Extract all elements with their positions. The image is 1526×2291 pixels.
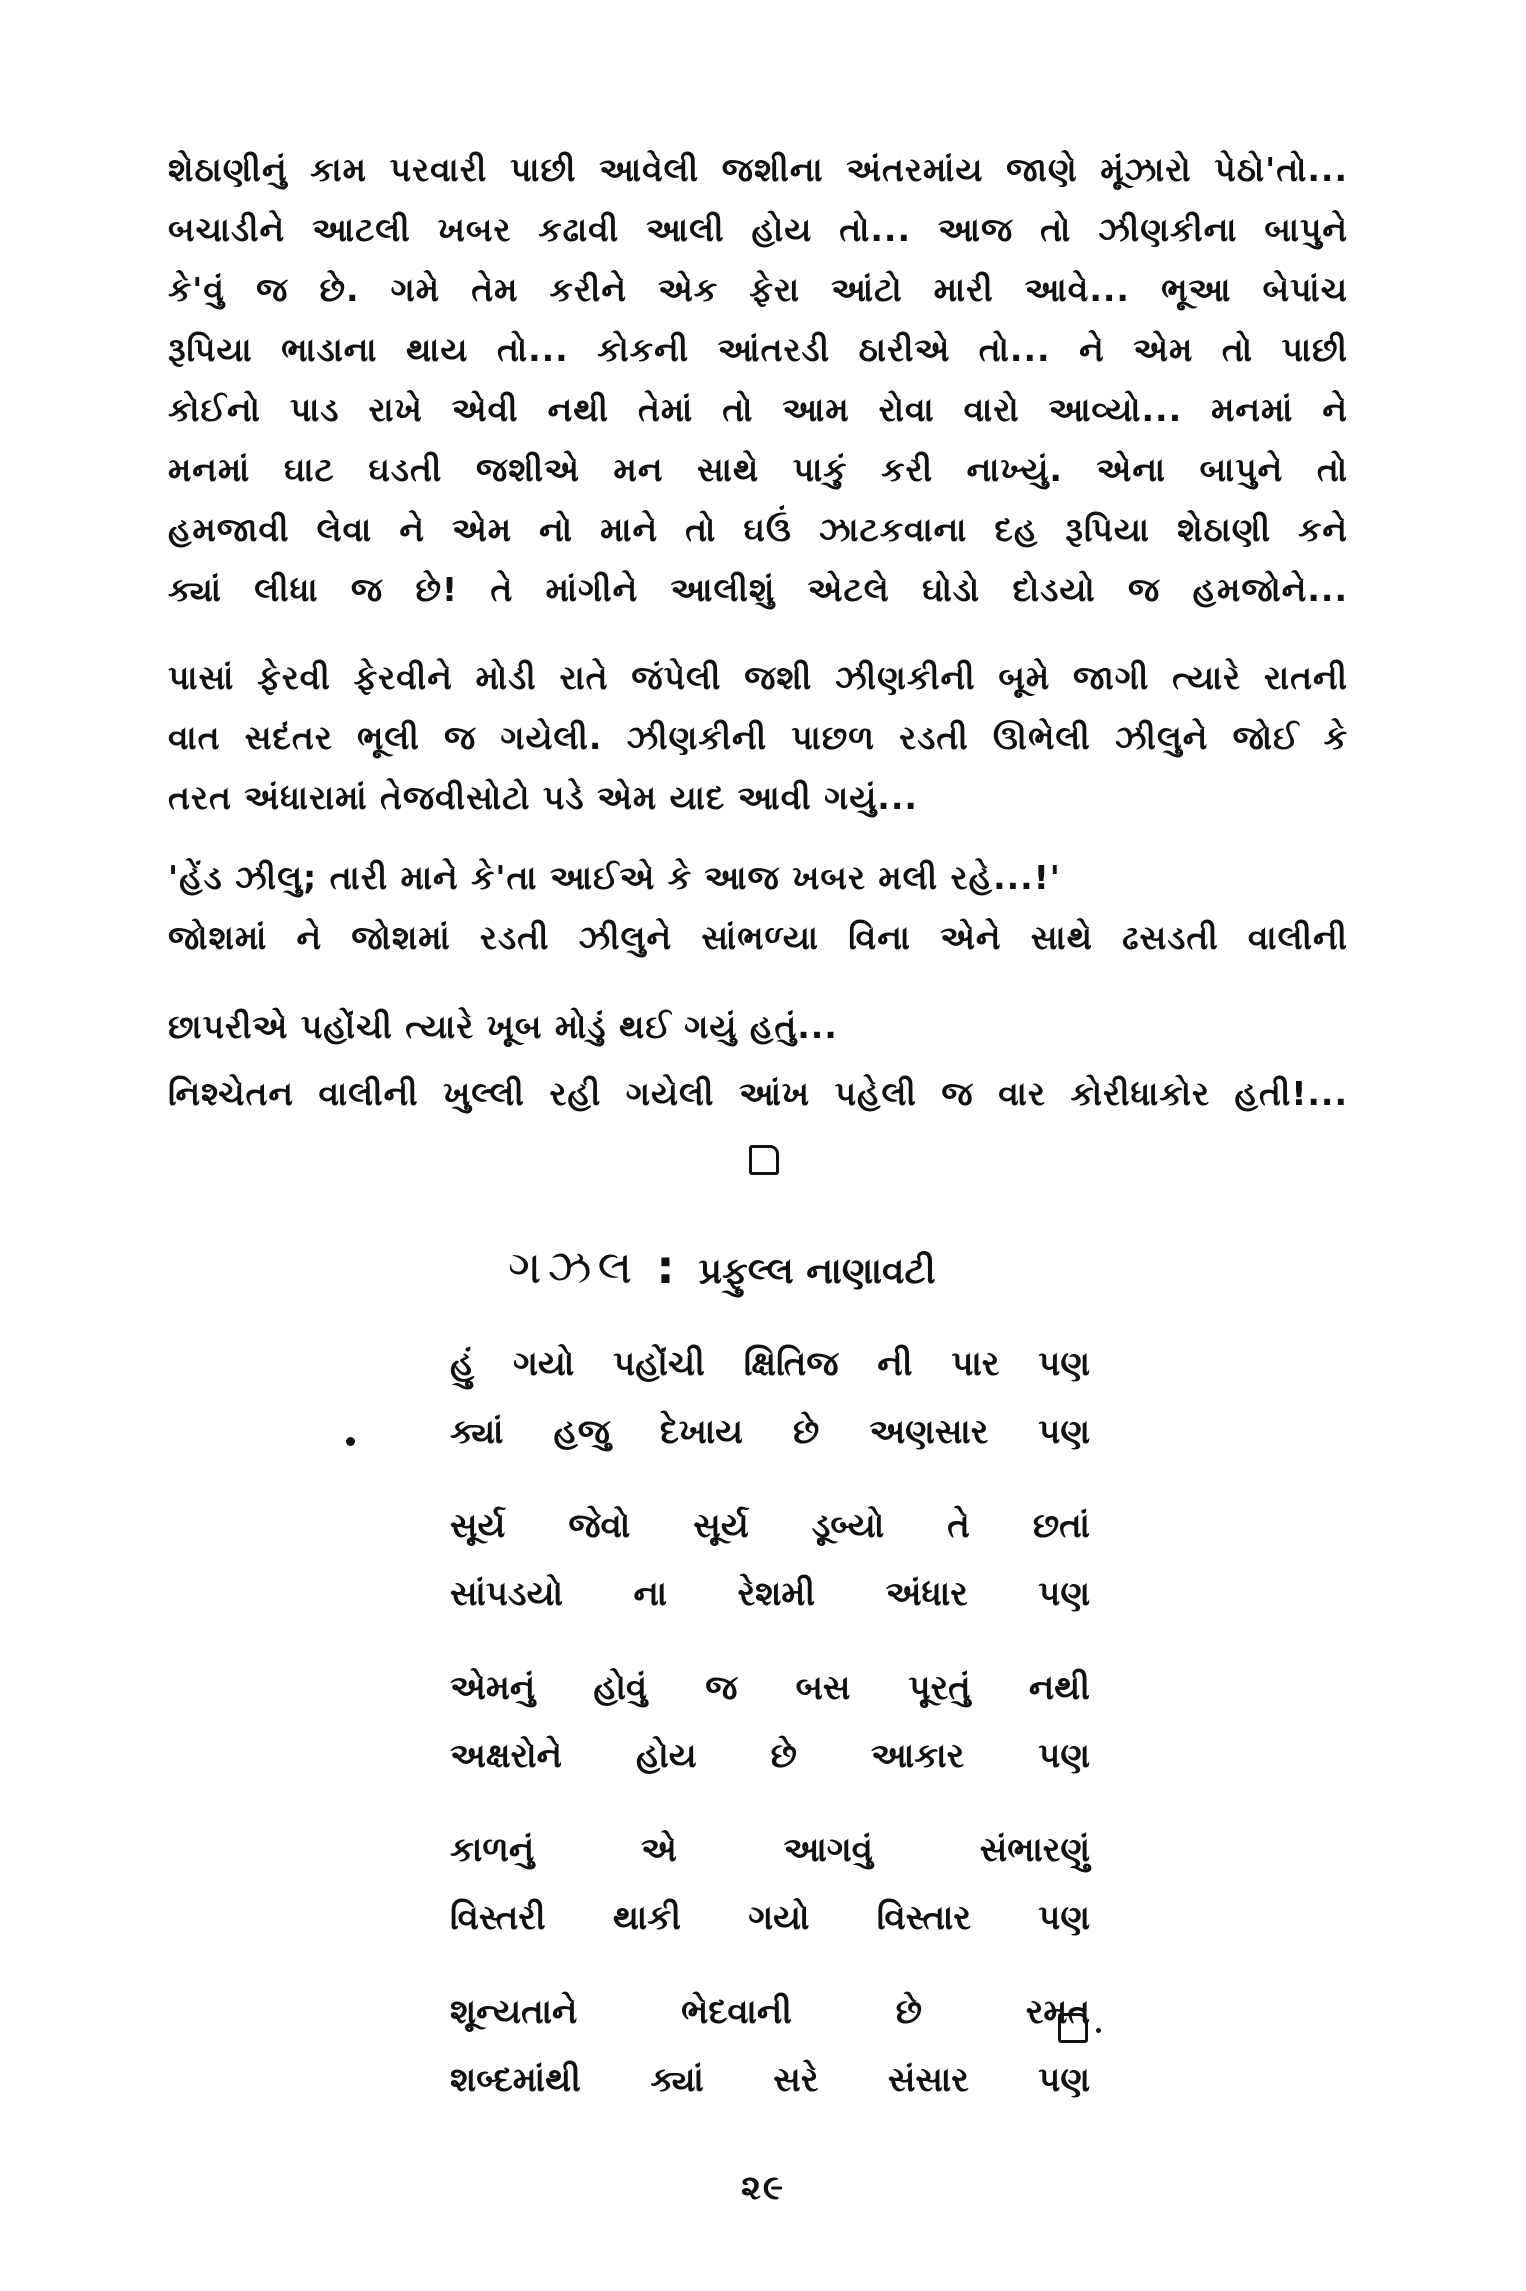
couplet [450, 1816, 1090, 1952]
verse-line [450, 2046, 1090, 2114]
verse-line [450, 1492, 1090, 1560]
verse-word: સરે [773, 2060, 819, 2100]
verse-word: હજુ [553, 1412, 610, 1452]
verse-word: ક્ષિતિજ [743, 1344, 839, 1384]
text-line: જોશમાં ને જોશમાં રડતી ઝીલુને સાંભળ્યા વિના એને સાથે ઢસડતી વાલીની [168, 918, 1348, 957]
couplet [450, 1978, 1090, 2114]
page-number: ૨૯ [740, 2168, 786, 2208]
text-line: કોઈનો પાડ રાખે એવી નથી તેમાં તો આમ રોવા વારો આવ્યો... મનમાં ને [168, 390, 1348, 429]
story-paragraph-3 [168, 848, 1348, 968]
ghazal-heading [508, 1240, 936, 1296]
verse-word: ગયો [748, 1898, 810, 1938]
verse-word: ભેદવાની [681, 1992, 792, 2032]
text-line: છાપરીએ પહોંચી ત્યારે ખૂબ મોડું થઈ ગયું હતું... [168, 1007, 838, 1046]
verse-word: છતાં [1032, 1506, 1090, 1546]
verse-word: વિસ્તરી [450, 1898, 546, 1938]
verse-word: આગવું [783, 1830, 873, 1870]
verse-word: શબ્દમાંથી [450, 2060, 581, 2100]
text-line: રૂપિયા ભાડાના થાય તો... કોકની આંતરડી ઠારીએ તો... ને એમ તો પાછી [168, 330, 1348, 369]
verse-word: પણ [1038, 1412, 1090, 1452]
text-line: મનમાં ઘાટ ઘડતી જશીએ મન સાથે પાકું કરી નાખ્યું. એના બાપુને તો [168, 450, 1348, 489]
text-line: ક્યાં લીધા જ છે! તે માંગીને આલીશું એટલે ઘોડો દોડયો જ હમજોને... [168, 570, 1348, 609]
text-line: હમજાવી લેવા ને એમ નો માને તો ઘઉં ઝાટકવાના દહ રૂપિયા શેઠાણી કને [168, 510, 1348, 549]
verse-word: પહોંચી [613, 1344, 705, 1384]
verse-word: હોવું [593, 1668, 648, 1708]
stray-dot [346, 1437, 355, 1446]
heading-colon: : [656, 1240, 675, 1294]
text-line: તરત અંધારામાં તેજવીસોટો પડે એમ યાદ આવી ગયું... [168, 778, 918, 817]
story-paragraph-2 [168, 648, 1348, 828]
verse-line [450, 1816, 1090, 1884]
story-paragraph-1 [168, 140, 1348, 620]
ghazal-couplets [450, 1330, 1090, 2140]
text-line: 'હેંડ ઝીલુ; તારી માને કે'તા આઈએ કે આજ ખબર મલી રહે...!' [168, 858, 1061, 897]
text-line: વાત સદંતર ભૂલી જ ગયેલી. ઝીણકીની પાછળ રડતી ઊભેલી ઝીલુને જોઈ કે [168, 718, 1348, 757]
verse-word: વિસ્તાર [876, 1898, 971, 1938]
poem-end-mark [1058, 2013, 1088, 2043]
verse-word: નથી [1028, 1668, 1090, 1708]
verse-word: સંભારણું [979, 1830, 1090, 1870]
verse-word: સાંપડયો [450, 1574, 563, 1614]
verse-word: શૂન્યતાને [450, 1992, 578, 2032]
verse-word: જ [705, 1668, 738, 1708]
verse-line [450, 1330, 1090, 1398]
verse-line [450, 1654, 1090, 1722]
text-line: બચાડીને આટલી ખબર કઢાવી આલી હોય તો... આજ તો ઝીણકીના બાપુને [168, 210, 1348, 249]
verse-line [450, 1560, 1090, 1628]
verse-word: સૂર્ય [450, 1506, 506, 1546]
verse-word: થાકી [612, 1898, 681, 1938]
text-line: નિશ્ચેતન વાલીની ખુલ્લી રહી ગયેલી આંખ પહેલી જ વાર કોરીધાકોર હતી!... [168, 1074, 1348, 1113]
end-mark-dot [1096, 2028, 1101, 2033]
couplet [450, 1654, 1090, 1790]
verse-word: હું [450, 1344, 475, 1384]
verse-word: પણ [1038, 1344, 1090, 1384]
text-line: શેઠાણીનું કામ પરવારી પાછી આવેલી જશીના અંતરમાંય જાણે મૂંઝારો પેઠો'તો... [168, 150, 1348, 189]
verse-word: પણ [1038, 2060, 1090, 2100]
verse-word: દેખાય [659, 1412, 744, 1452]
verse-line [450, 1722, 1090, 1790]
verse-word: સંસાર [887, 2060, 969, 2100]
verse-word: બસ [795, 1668, 851, 1708]
verse-word: પણ [1038, 1574, 1090, 1614]
verse-word: એમનું [450, 1668, 536, 1708]
verse-word: હોય [636, 1736, 697, 1776]
verse-word: રમત [1025, 1992, 1090, 2032]
verse-word: પાર [951, 1344, 1000, 1384]
couplet [450, 1492, 1090, 1628]
verse-word: સૂર્ય [693, 1506, 749, 1546]
verse-word: અણસાર [869, 1412, 989, 1452]
text-line: પાસાં ફેરવી ફેરવીને મોડી રાતે જંપેલી જશી ઝીણકીની બૂમે જાગી ત્યારે રાતની [168, 658, 1348, 697]
verse-word: ક્યાં [450, 1412, 504, 1452]
verse-word: આકાર [871, 1736, 965, 1776]
story-paragraph-4 [168, 990, 1348, 1124]
ghazal-title: ગઝલ [508, 1240, 639, 1294]
verse-word: પણ [1038, 1736, 1090, 1776]
verse-word: રેશમી [737, 1574, 816, 1614]
verse-line [450, 1884, 1090, 1952]
text-line: કે'વું જ છે. ગમે તેમ કરીને એક ફેરા આંટો મારી આવે... ભૂઆ બેપાંચ [168, 270, 1348, 309]
verse-line [450, 1398, 1090, 1466]
verse-word: અંધાર [885, 1574, 968, 1614]
verse-word: અક્ષરોને [450, 1736, 562, 1776]
verse-word: પણ [1038, 1898, 1090, 1938]
section-end-mark [749, 1145, 779, 1175]
verse-word: પૂરતું [908, 1668, 971, 1708]
verse-line [450, 1978, 1090, 2046]
verse-word: છે [895, 1992, 923, 2032]
verse-word: ની [877, 1344, 913, 1384]
verse-word: જેવો [568, 1506, 631, 1546]
couplet [450, 1330, 1090, 1466]
verse-word: એ [640, 1830, 677, 1870]
verse-word: ક્યાં [650, 2060, 704, 2100]
verse-word: છે [793, 1412, 820, 1452]
verse-word: છે [770, 1736, 797, 1776]
verse-word: ડૂબ્યો [811, 1506, 885, 1546]
verse-word: ના [633, 1574, 668, 1614]
verse-word: તે [947, 1506, 970, 1546]
ghazal-author: પ્રફુલ્લ નાણાવટી [698, 1251, 936, 1292]
verse-word: કાળનું [450, 1830, 535, 1870]
verse-word: ગયો [513, 1344, 575, 1384]
